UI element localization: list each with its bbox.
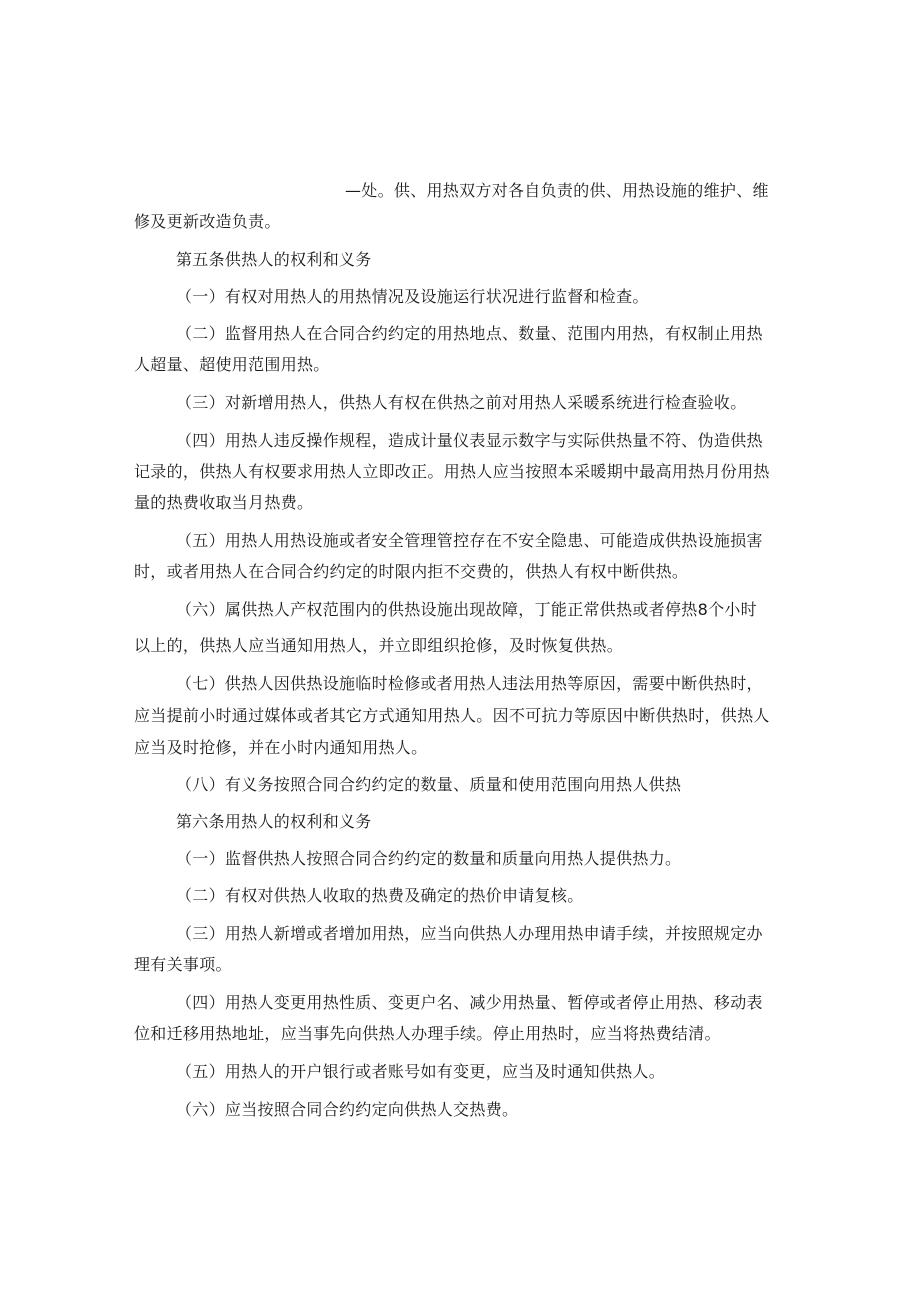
text-line: （三）对新增用热人，供热人有权在供热之前对用热人采暖系统进行检查验收。 [176,393,747,412]
text-line: （四）用热人违反操作规程，造成计量仪表显示数字与实际供热量不符、伪造供热 [176,431,763,450]
text-line: （一）监督供热人按照合同合约约定的数量和质量向用热人提供热力。 [176,849,682,868]
text-line: 人超量、超使用范围用热。 [134,355,330,374]
section-heading: 第六条用热人的权利和义务 [176,812,372,831]
text-line: （六）应当按照合同合约约定向供热人交热费。 [176,1100,519,1119]
text-line: 修及更新改造负责。 [134,212,281,231]
text-line: （三）用热人新增或者增加用热，应当向供热人办理用热申请手续，并按照规定办 [176,924,763,943]
text-line: （五）用热人的开户银行或者账号如有变更，应当及时通知供热人。 [176,1062,666,1081]
section-heading: 第五条供热人的权利和义务 [176,250,372,269]
text-line: （二）有权对供热人收取的热费及确定的热价申请复核。 [176,886,584,905]
text-line: （五）用热人用热设施或者安全管理管控存在不安全隐患、可能造成供热设施损害 [176,531,763,550]
text-line: —处。供、用热双方对各自负责的供、用热设施的维护、维 [345,181,769,200]
text-line: （二）监督用热人在合同合约约定的用热地点、数量、范围内用热，有权制止用热 [176,324,763,343]
text-line: 应当提前小时通过媒体或者其它方式通知用热人。因不可抗力等原因中断供热时，供热人 [134,706,770,725]
text-line: 位和迁移用热地址，应当事先向供热人办理手续。停止用热时，应当将热费结清。 [134,1024,721,1043]
text-line: 应当及时抢修，并在小时内通知用热人。 [134,738,428,757]
text-line: 量的热费收取当月热费。 [134,493,314,512]
text-line: （八）有义务按照合同合约约定的数量、质量和使用范围向用热人供热 [176,775,682,794]
text-line: 记录的，供热人有权要求用热人立即改正。用热人应当按照本采暖期中最高用热月份用热 [134,462,770,481]
text-line: 时，或者用热人在合同合约约定的时限内拒不交费的，供热人有权中断供热。 [134,562,689,581]
text-line: （四）用热人变更用热性质、变更户名、减少用热量、暂停或者停止用热、移动表 [176,993,763,1012]
text-line: （七）供热人因供热设施临时检修或者用热人违法用热等原因，需要中断供热时， [176,674,763,693]
text-line: 以上的，供热人应当通知用热人，并立即组织抢修，及时恢复供热。 [134,636,624,655]
text-line: 理有关事项。 [134,955,232,974]
text-line: （六）属供热人产权范围内的供热设施出现故障，丁能正常供热或者停热8个小时 [176,600,757,619]
text-line: （一）有权对用热人的用热情况及设施运行状况进行监督和检查。 [176,287,649,306]
